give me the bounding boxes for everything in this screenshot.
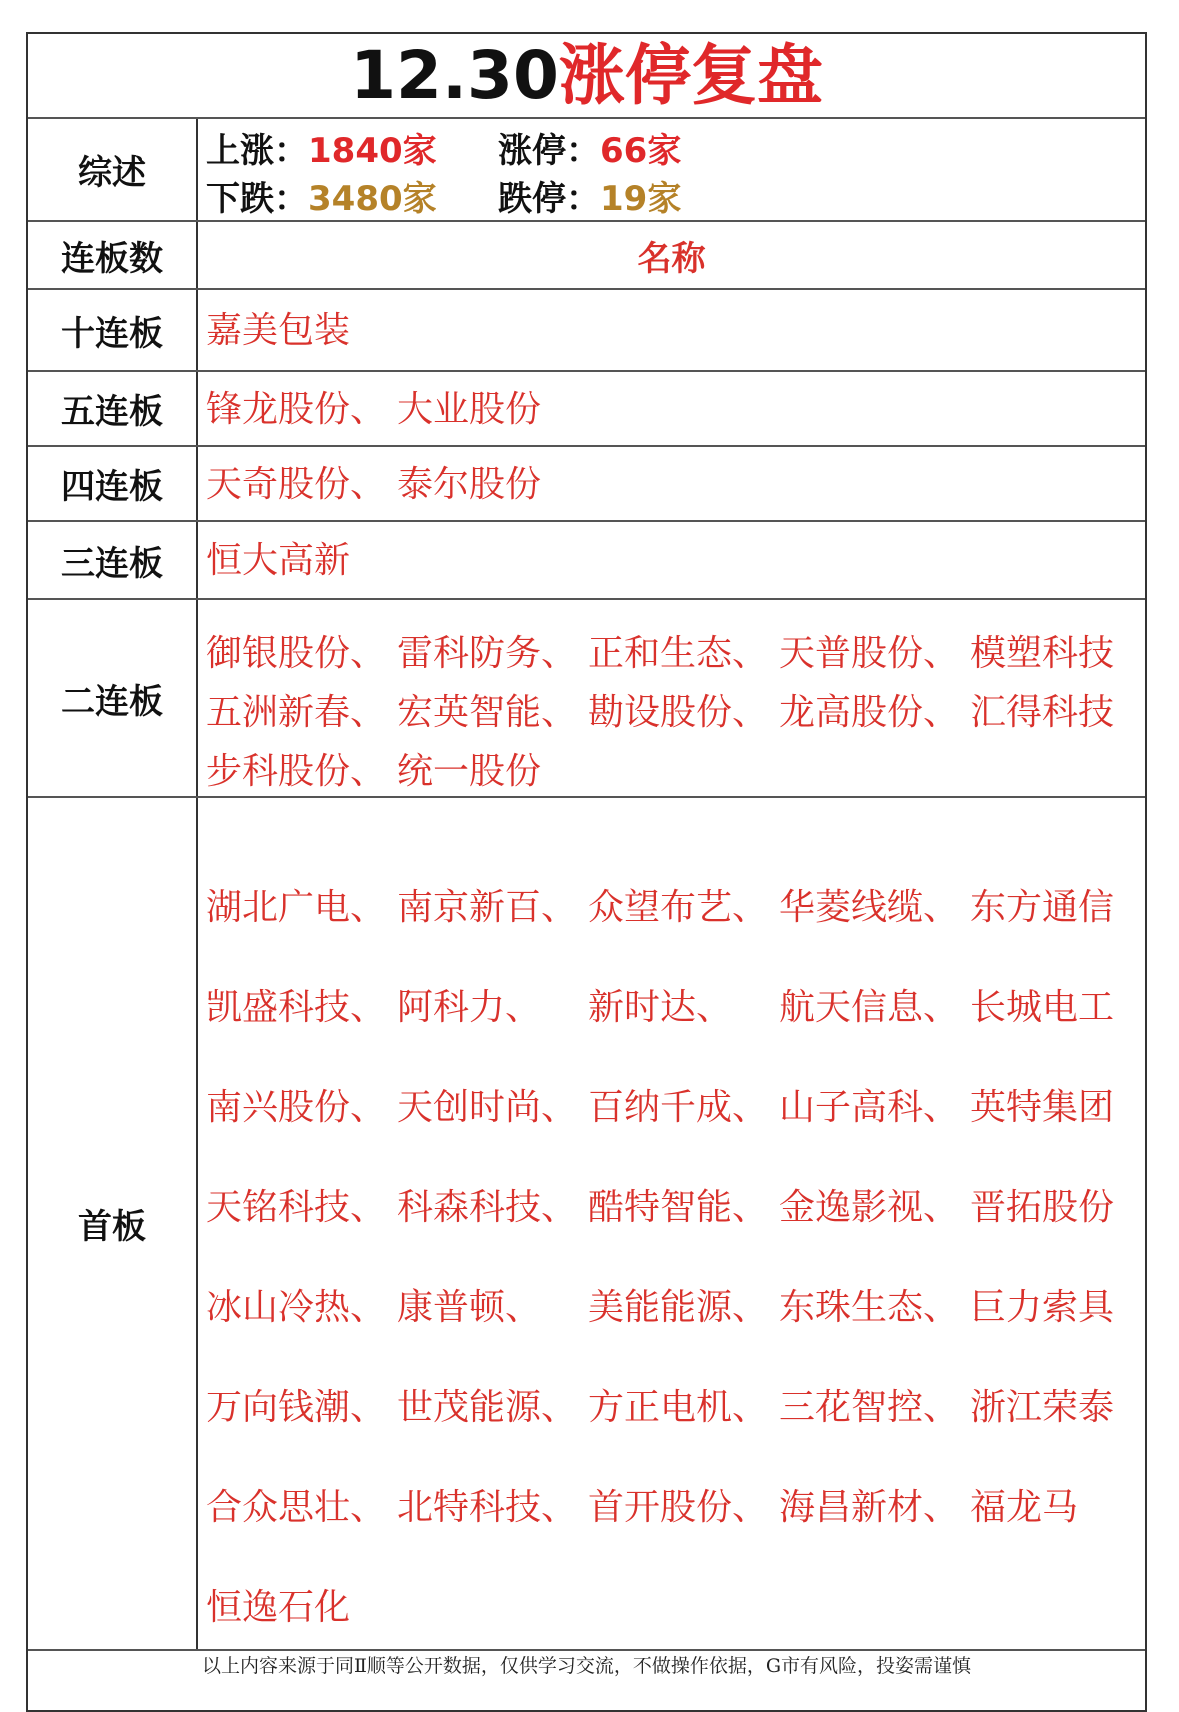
stock-name: 勘设股份、 bbox=[588, 692, 769, 733]
title-row bbox=[28, 34, 1145, 119]
stock-name: 御银股份、 bbox=[206, 633, 387, 674]
stock-name: 正和生态、 bbox=[588, 633, 769, 674]
stock-name: 巨力索具 bbox=[970, 1287, 1115, 1328]
stock-name: 泰尔股份 bbox=[397, 463, 542, 505]
stock-name: 浙江荣泰 bbox=[970, 1387, 1115, 1428]
board-label: 四连板 bbox=[28, 447, 198, 520]
stock-name: 新时达、 bbox=[588, 987, 733, 1028]
limit-down-count: 跌停：19家 bbox=[498, 179, 682, 219]
title-date: 12.30 bbox=[350, 37, 559, 114]
stock-name: 东方通信 bbox=[970, 887, 1115, 928]
limit-up-review-table bbox=[26, 32, 1147, 1712]
stock-name: 金逸影视、 bbox=[779, 1187, 960, 1228]
limit-up-count: 涨停：66家 bbox=[498, 131, 682, 171]
stock-name: 福龙马 bbox=[970, 1487, 1079, 1528]
stock-name: 万向钱潮、 bbox=[206, 1387, 387, 1428]
board-row bbox=[28, 600, 1145, 798]
stock-name: 五洲新春、 bbox=[206, 692, 387, 733]
stock-name: 天普股份、 bbox=[779, 633, 960, 674]
stock-name: 宏英智能、 bbox=[397, 692, 578, 733]
title-text: 涨停复盘 bbox=[558, 37, 823, 114]
stock-name: 南京新百、 bbox=[397, 887, 578, 928]
stock-name: 海昌新材、 bbox=[779, 1487, 960, 1528]
stock-name: 汇得科技 bbox=[970, 692, 1115, 733]
stock-name: 众望布艺、 bbox=[588, 887, 769, 928]
stock-name: 华菱线缆、 bbox=[779, 887, 960, 928]
stock-name: 湖北广电、 bbox=[206, 887, 387, 928]
summary-row bbox=[28, 119, 1145, 222]
board-row bbox=[28, 290, 1145, 372]
stock-name: 冰山冷热、 bbox=[206, 1287, 387, 1328]
stock-name: 模塑科技 bbox=[970, 633, 1115, 674]
stock-name: 大业股份 bbox=[397, 388, 542, 430]
stock-name: 康普顿、 bbox=[397, 1287, 542, 1328]
stock-name: 首开股份、 bbox=[588, 1487, 769, 1528]
stock-name: 天铭科技、 bbox=[206, 1187, 387, 1228]
board-label: 十连板 bbox=[28, 290, 198, 370]
stock-name: 龙高股份、 bbox=[779, 692, 960, 733]
stock-name: 东珠生态、 bbox=[779, 1287, 960, 1328]
stock-name: 雷科防务、 bbox=[397, 633, 578, 674]
stock-name: 天奇股份、 bbox=[206, 463, 387, 505]
stock-name: 恒逸石化 bbox=[206, 1587, 351, 1628]
stock-name: 步科股份、 bbox=[206, 751, 387, 792]
disclaimer: 以上内容来源于同Ⅱ顺等公开数据，仅供学习交流，不做操作依据，G市有风险，投姿需谨慎 bbox=[201, 1655, 972, 1677]
stock-name: 美能能源、 bbox=[588, 1287, 769, 1328]
stock-name: 北特科技、 bbox=[397, 1487, 578, 1528]
stock-name: 晋拓股份 bbox=[970, 1187, 1115, 1228]
board-row bbox=[28, 798, 1145, 1651]
board-label: 三连板 bbox=[28, 522, 198, 598]
header-row bbox=[28, 222, 1145, 290]
stock-name: 嘉美包装 bbox=[206, 310, 351, 351]
down-count: 下跌：3480家 bbox=[206, 179, 437, 219]
stock-name: 合众思壮、 bbox=[206, 1487, 387, 1528]
stock-name: 方正电机、 bbox=[588, 1387, 769, 1428]
header-name: 名称 bbox=[637, 238, 706, 279]
stock-name: 酷特智能、 bbox=[588, 1187, 769, 1228]
stock-name: 航天信息、 bbox=[779, 987, 960, 1028]
board-row bbox=[28, 522, 1145, 600]
stock-name: 锋龙股份、 bbox=[206, 388, 387, 430]
header-board-count: 连板数 bbox=[28, 222, 198, 288]
stock-name: 三花智控、 bbox=[779, 1387, 960, 1428]
up-count: 上涨：1840家 bbox=[206, 131, 437, 171]
stock-name: 世茂能源、 bbox=[397, 1387, 578, 1428]
stock-name: 南兴股份、 bbox=[206, 1087, 387, 1128]
stock-name: 恒大高新 bbox=[206, 540, 351, 581]
board-label: 首板 bbox=[28, 798, 198, 1649]
board-label: 二连板 bbox=[28, 600, 198, 796]
board-row bbox=[28, 447, 1145, 522]
board-label: 五连板 bbox=[28, 372, 198, 445]
stock-name: 百纳千成、 bbox=[588, 1087, 769, 1128]
stock-name: 凯盛科技、 bbox=[206, 987, 387, 1028]
page-title bbox=[28, 34, 1145, 118]
stock-name: 统一股份 bbox=[397, 751, 542, 792]
stock-name: 英特集团 bbox=[970, 1087, 1115, 1128]
summary-label: 综述 bbox=[28, 119, 198, 220]
board-row bbox=[28, 372, 1145, 447]
stock-name: 阿科力、 bbox=[397, 987, 542, 1028]
stock-name: 长城电工 bbox=[970, 987, 1115, 1028]
stock-name: 科森科技、 bbox=[397, 1187, 578, 1228]
stock-name: 天创时尚、 bbox=[397, 1087, 578, 1128]
stock-name: 山子高科、 bbox=[779, 1087, 960, 1128]
